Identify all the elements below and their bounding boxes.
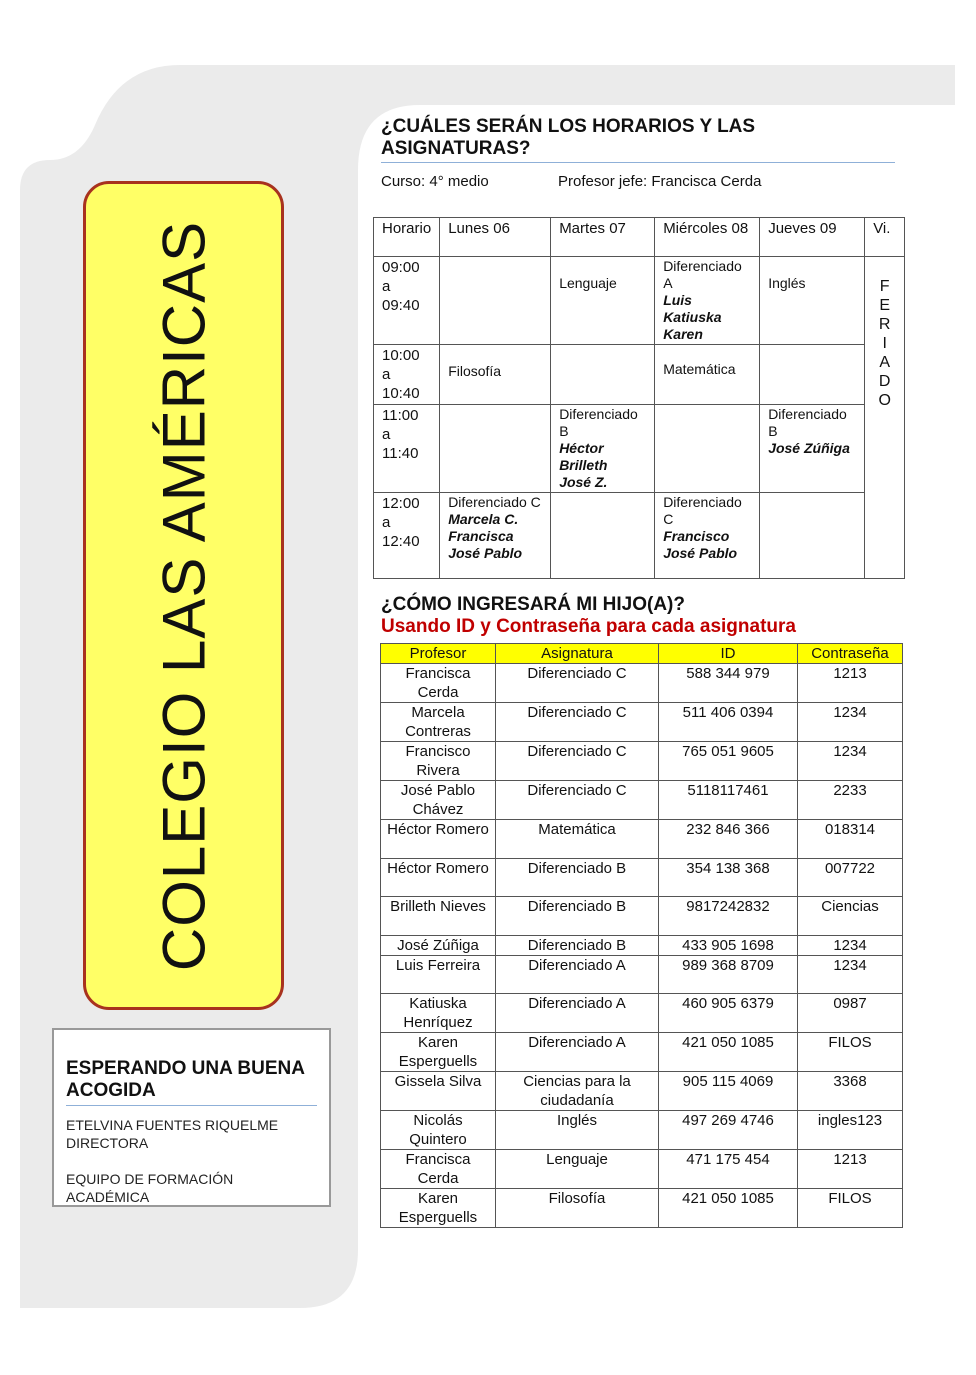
- credentials-cell: 9817242832: [659, 897, 798, 936]
- credentials-cell: Karen Esperguells: [381, 1189, 496, 1228]
- credentials-cell: 1234: [798, 742, 903, 781]
- teacher-name: Francisca: [448, 528, 514, 544]
- schedule-row: [374, 405, 905, 493]
- closing-heading: ESPERANDO UNA BUENA ACOGIDA: [66, 1058, 317, 1106]
- credentials-cell: Inglés: [496, 1111, 659, 1150]
- time-slot-cell: [374, 345, 440, 405]
- credentials-cell: Francisco Rivera: [381, 742, 496, 781]
- credentials-cell: Matemática: [496, 820, 659, 859]
- schedule-table: [373, 217, 905, 579]
- credentials-cell: Diferenciado C: [496, 664, 659, 703]
- credentials-cell: 497 269 4746: [659, 1111, 798, 1150]
- holiday-letter: I: [882, 335, 887, 352]
- holiday-letter: R: [878, 316, 891, 333]
- credentials-row: [381, 703, 903, 742]
- time-slot-cell: [374, 493, 440, 579]
- time-slot-cell: [374, 405, 440, 493]
- credentials-cell: Héctor Romero: [381, 858, 496, 897]
- credentials-cell: 1234: [798, 955, 903, 994]
- teacher-name: José Zúñiga: [768, 440, 850, 456]
- schedule-row: [374, 257, 905, 345]
- credentials-cell: Francisca Cerda: [381, 664, 496, 703]
- credentials-table: [380, 643, 903, 1228]
- credentials-cell: Diferenciado C: [496, 781, 659, 820]
- subject-label: Diferenciado B: [559, 406, 638, 439]
- teacher-name: Luis: [663, 292, 692, 308]
- credentials-cell: Nicolás Quintero: [381, 1111, 496, 1150]
- credentials-cell: Héctor Romero: [381, 820, 496, 859]
- teacher-name: Katiuska: [663, 309, 722, 325]
- credentials-cell: Luis Ferreira: [381, 955, 496, 994]
- time-slot-text: 12:00: [382, 495, 420, 512]
- credentials-cell: 1213: [798, 1150, 903, 1189]
- credentials-cell: 5118117461: [659, 781, 798, 820]
- credentials-header-cell: Asignatura: [496, 644, 659, 664]
- credentials-cell: Lenguaje: [496, 1150, 659, 1189]
- credentials-header-cell: ID: [659, 644, 798, 664]
- signer-name: ETELVINA FUENTES RIQUELME: [66, 1117, 279, 1133]
- subject-label: Matemática: [663, 361, 736, 377]
- credentials-cell: 0987: [798, 994, 903, 1033]
- schedule-cell: [551, 405, 655, 493]
- credentials-header-cell: Contraseña: [798, 644, 903, 664]
- access-subheading: Usando ID y Contraseña para cada asignatura: [381, 616, 796, 637]
- credentials-row: [381, 781, 903, 820]
- credentials-cell: 3368: [798, 1072, 903, 1111]
- credentials-cell: 354 138 368: [659, 858, 798, 897]
- subject-label: Filosofía: [448, 363, 502, 379]
- credentials-row: [381, 1150, 903, 1189]
- teacher-name: Karen: [663, 326, 703, 342]
- time-slot-text: a: [382, 366, 391, 383]
- time-slot-text: 10:00: [382, 347, 420, 364]
- credentials-cell: Ciencias: [798, 897, 903, 936]
- credentials-cell: Diferenciado A: [496, 955, 659, 994]
- holiday-letter: F: [879, 278, 890, 295]
- credentials-row: [381, 1111, 903, 1150]
- subject-label: Inglés: [768, 275, 806, 291]
- time-slot-text: a: [382, 278, 391, 295]
- schedule-row: [374, 345, 905, 405]
- teacher-name: Francisco: [663, 528, 730, 544]
- credentials-cell: FILOS: [798, 1189, 903, 1228]
- head-teacher-label: Profesor jefe: Francisca Cerda: [558, 173, 762, 190]
- subject-label: Diferenciado A: [663, 258, 742, 291]
- schedule-header-cell: Horario: [374, 218, 440, 257]
- closing-box: [52, 1028, 331, 1207]
- credentials-cell: ingles123: [798, 1111, 903, 1150]
- credentials-cell: 989 368 8709: [659, 955, 798, 994]
- course-label: Curso: 4° medio: [381, 173, 489, 190]
- credentials-cell: 1234: [798, 935, 903, 955]
- credentials-cell: 232 846 366: [659, 820, 798, 859]
- credentials-cell: Marcela Contreras: [381, 703, 496, 742]
- time-slot-text: 12:40: [382, 533, 420, 550]
- credentials-cell: 765 051 9605: [659, 742, 798, 781]
- time-slot-text: a: [382, 426, 391, 443]
- teacher-name: José Pablo: [448, 545, 523, 561]
- holiday-cell: [865, 257, 905, 579]
- schedule-cell: [760, 405, 865, 493]
- credentials-cell: Ciencias para la ciudadanía: [496, 1072, 659, 1111]
- time-slot-text: 09:00: [382, 259, 420, 276]
- schedule-heading: ¿CUÁLES SERÁN LOS HORARIOS Y LAS ASIGNATURAS?: [381, 116, 895, 163]
- credentials-row: [381, 858, 903, 897]
- schedule-cell: [760, 257, 865, 345]
- credentials-cell: José Pablo Chávez: [381, 781, 496, 820]
- credentials-cell: Diferenciado B: [496, 935, 659, 955]
- credentials-cell: Diferenciado C: [496, 742, 659, 781]
- teacher-name: Marcela C.: [448, 511, 519, 527]
- schedule-header-cell: Martes 07: [551, 218, 655, 257]
- credentials-cell: 007722: [798, 858, 903, 897]
- credentials-row: [381, 935, 903, 955]
- credentials-cell: 511 406 0394: [659, 703, 798, 742]
- time-slot-cell: [374, 257, 440, 345]
- school-name: COLEGIO LAS AMÉRICAS: [150, 220, 217, 971]
- credentials-cell: Diferenciado C: [496, 703, 659, 742]
- signer-role: DIRECTORA: [66, 1135, 149, 1151]
- credentials-cell: Gissela Silva: [381, 1072, 496, 1111]
- schedule-header-cell: Vi.: [865, 218, 905, 257]
- holiday-letter: O: [878, 392, 891, 409]
- credentials-row: [381, 897, 903, 936]
- schedule-cell: [551, 345, 655, 405]
- credentials-cell: Brilleth Nieves: [381, 897, 496, 936]
- credentials-cell: José Zúñiga: [381, 935, 496, 955]
- credentials-cell: 905 115 4069: [659, 1072, 798, 1111]
- credentials-cell: Diferenciado A: [496, 1033, 659, 1072]
- schedule-cell: [551, 493, 655, 579]
- credentials-row: [381, 994, 903, 1033]
- teacher-name: José Z.: [559, 474, 608, 490]
- school-banner: [83, 181, 284, 1010]
- credentials-cell: 471 175 454: [659, 1150, 798, 1189]
- credentials-cell: Francisca Cerda: [381, 1150, 496, 1189]
- credentials-cell: 1234: [798, 703, 903, 742]
- time-slot-text: 10:40: [382, 385, 420, 402]
- schedule-cell: [655, 345, 760, 405]
- teacher-name: Brilleth: [559, 457, 608, 473]
- credentials-row: [381, 664, 903, 703]
- teacher-name: José Pablo: [663, 545, 738, 561]
- credentials-cell: Diferenciado B: [496, 858, 659, 897]
- schedule-cell: [655, 257, 760, 345]
- credentials-cell: 018314: [798, 820, 903, 859]
- schedule-cell: [440, 257, 551, 345]
- schedule-cell: [551, 257, 655, 345]
- schedule-header-cell: Miércoles 08: [655, 218, 760, 257]
- schedule-cell: [440, 405, 551, 493]
- schedule-cell: [440, 345, 551, 405]
- teacher-name: Héctor: [559, 440, 604, 456]
- team-name: EQUIPO DE FORMACIÓN ACADÉMICA: [66, 1171, 234, 1205]
- schedule-row: [374, 493, 905, 579]
- credentials-cell: 421 050 1085: [659, 1189, 798, 1228]
- credentials-cell: Diferenciado B: [496, 897, 659, 936]
- access-heading: ¿CÓMO INGRESARÁ MI HIJO(A)?: [381, 594, 685, 615]
- schedule-header-cell: Jueves 09: [760, 218, 865, 257]
- credentials-cell: Diferenciado A: [496, 994, 659, 1033]
- credentials-cell: 588 344 979: [659, 664, 798, 703]
- subject-label: Lenguaje: [559, 275, 617, 291]
- credentials-header-cell: Profesor: [381, 644, 496, 664]
- holiday-letter: D: [878, 373, 891, 390]
- credentials-cell: 1213: [798, 664, 903, 703]
- time-slot-text: a: [382, 514, 391, 531]
- schedule-cell: [655, 493, 760, 579]
- credentials-cell: 2233: [798, 781, 903, 820]
- credentials-cell: Filosofía: [496, 1189, 659, 1228]
- credentials-cell: Karen Esperguells: [381, 1033, 496, 1072]
- credentials-cell: Katiuska Henríquez: [381, 994, 496, 1033]
- credentials-row: [381, 955, 903, 994]
- holiday-letter: E: [879, 297, 891, 314]
- credentials-cell: 421 050 1085: [659, 1033, 798, 1072]
- credentials-row: [381, 1189, 903, 1228]
- schedule-cell: [655, 405, 760, 493]
- subject-label: Diferenciado C: [663, 494, 742, 527]
- credentials-cell: 433 905 1698: [659, 935, 798, 955]
- credentials-row: [381, 1033, 903, 1072]
- credentials-row: [381, 820, 903, 859]
- schedule-cell: [440, 493, 551, 579]
- credentials-row: [381, 742, 903, 781]
- holiday-letter: A: [879, 354, 891, 371]
- time-slot-text: 11:00: [382, 407, 419, 424]
- time-slot-text: 09:40: [382, 297, 420, 314]
- time-slot-text: 11:40: [382, 445, 419, 462]
- credentials-cell: 460 905 6379: [659, 994, 798, 1033]
- credentials-cell: FILOS: [798, 1033, 903, 1072]
- schedule-cell: [760, 493, 865, 579]
- credentials-row: [381, 1072, 903, 1111]
- schedule-cell: [760, 345, 865, 405]
- schedule-header-cell: Lunes 06: [440, 218, 551, 257]
- subject-label: Diferenciado B: [768, 406, 847, 439]
- subject-label: Diferenciado C: [448, 494, 541, 510]
